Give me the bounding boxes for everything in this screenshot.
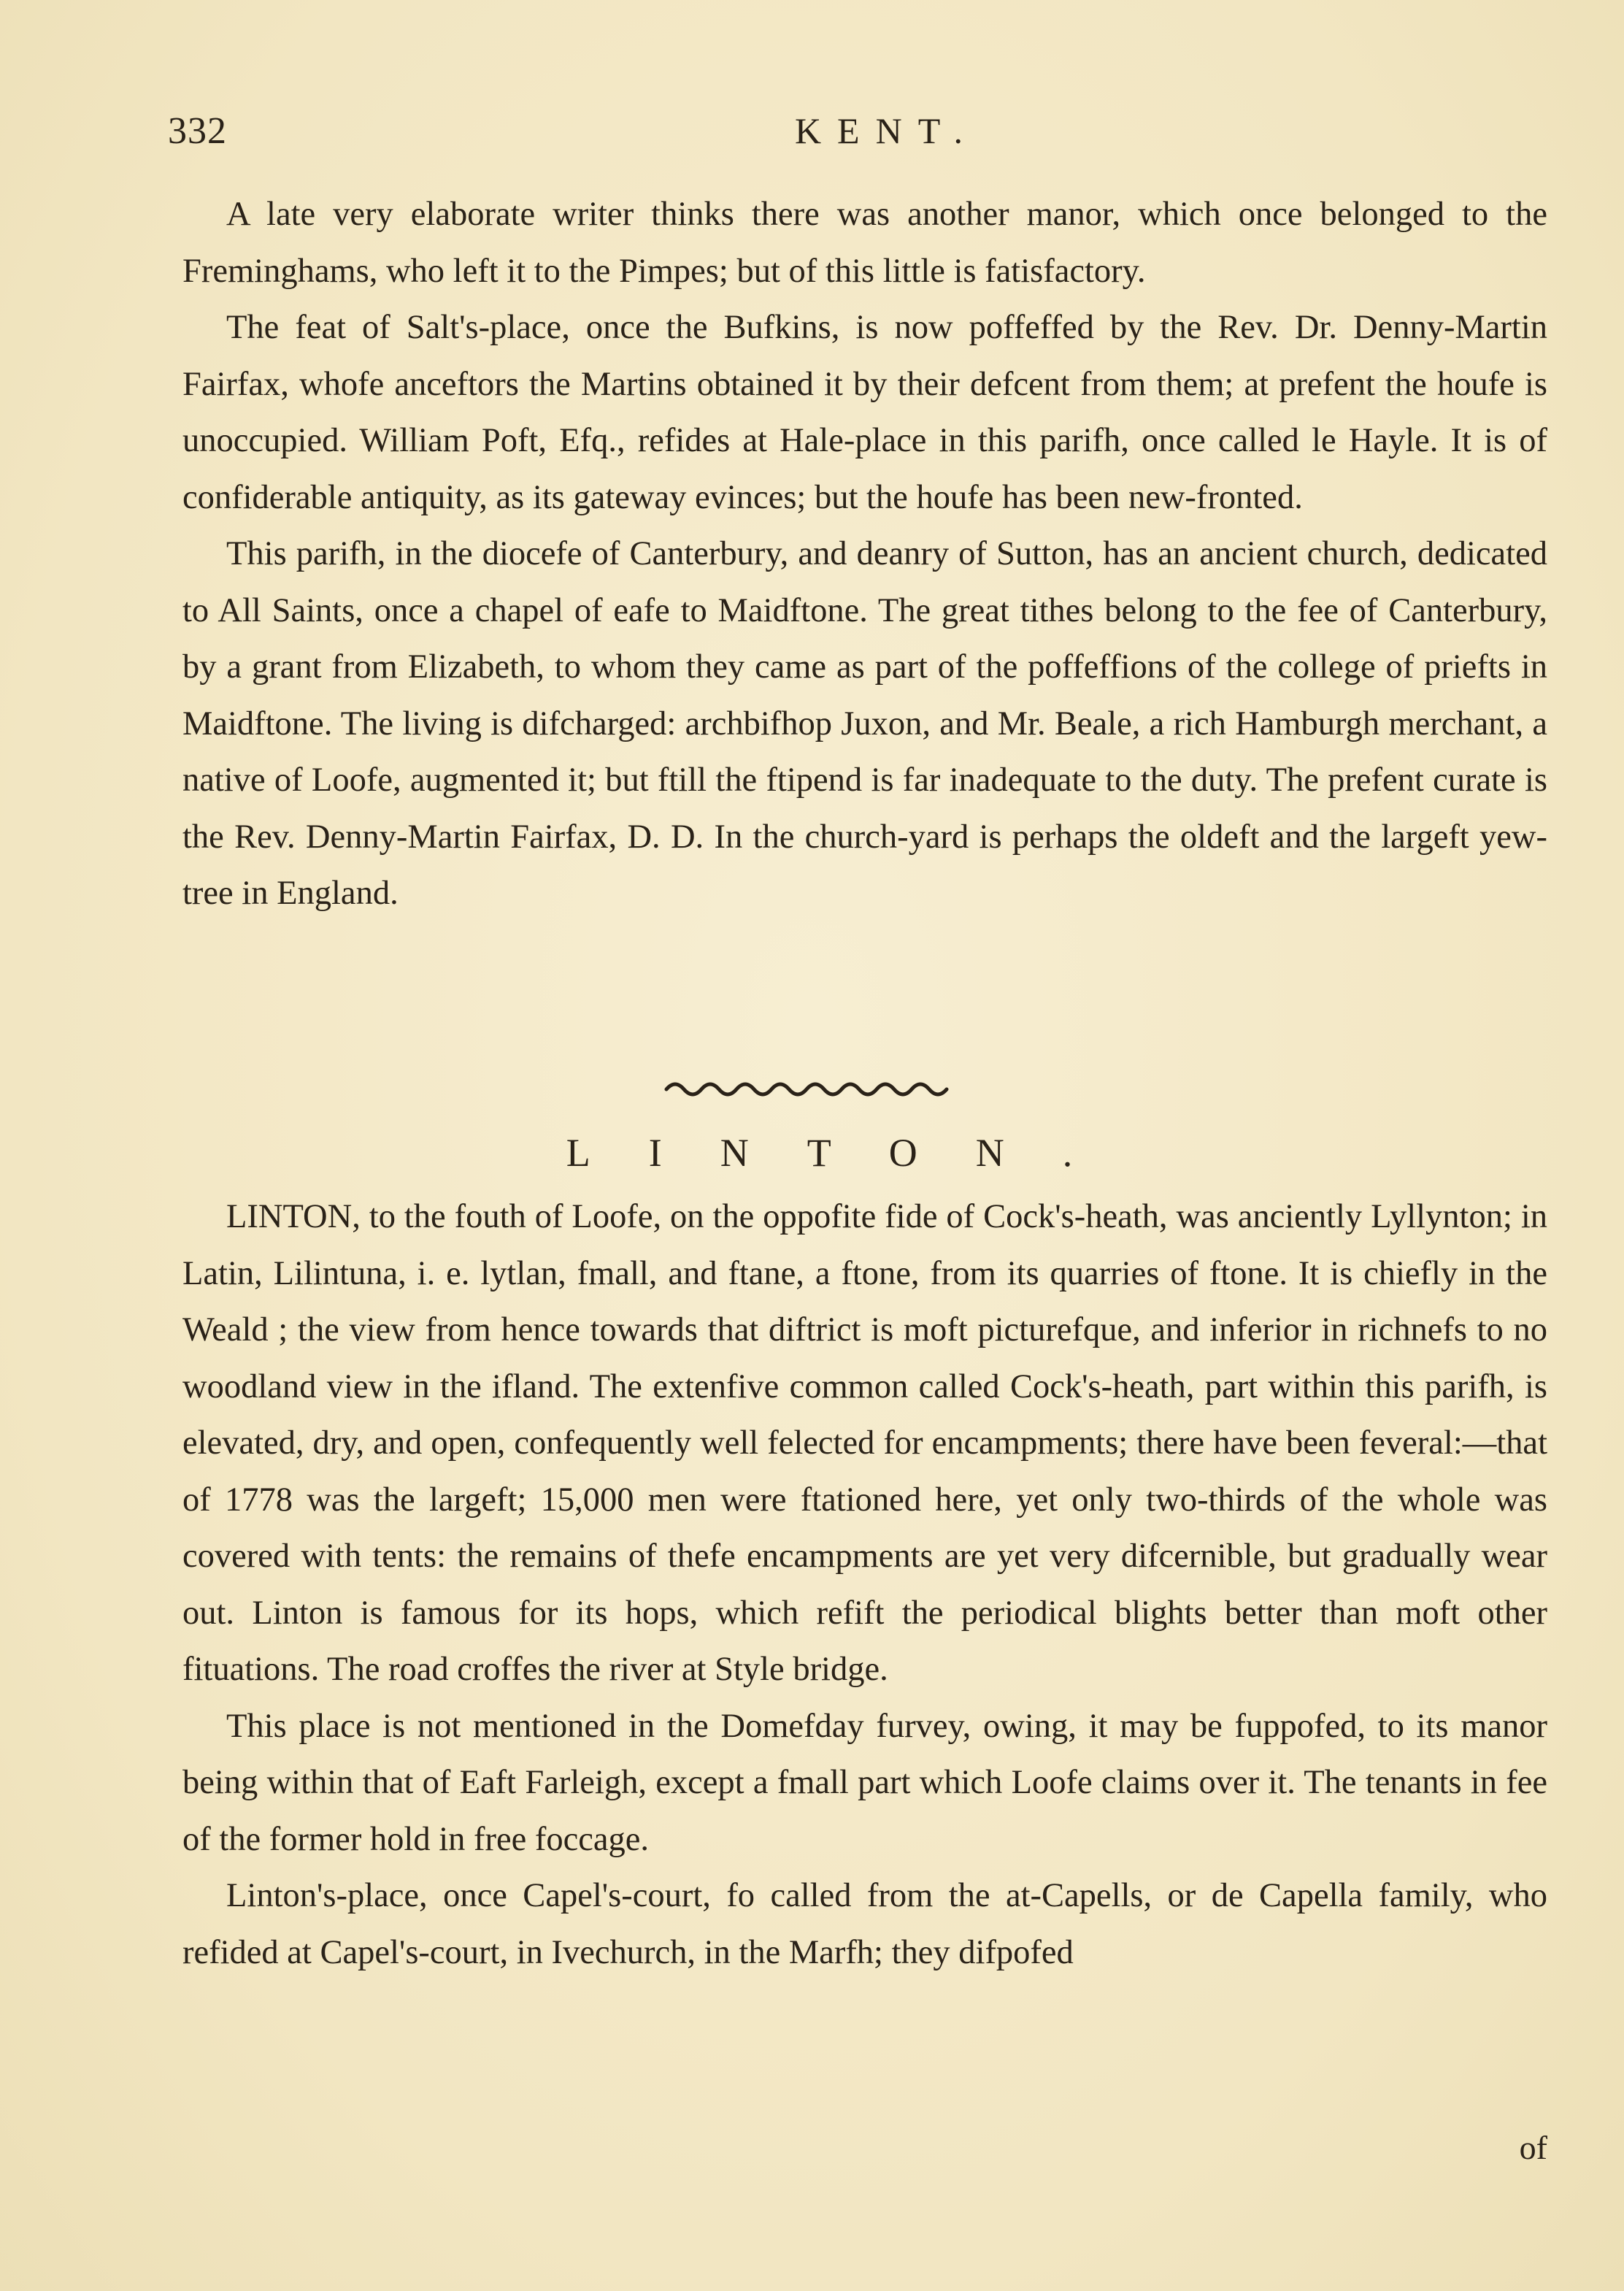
wave-ornament-icon <box>659 1076 966 1098</box>
paragraph: A late very elaborate writer thinks there was another manor, which once belonged to the Freminghams, who left it to the Pimpes; but of this little is fatisfactory. <box>182 196 1547 290</box>
running-head: KENT. <box>794 110 980 151</box>
paragraph: Linton's-place, once Capel's-court, fo called from the at-Capells, or de Capella family, who refided at Capel's-court, in Ivechurch, in the Marfh; they difpofed <box>182 1877 1547 1971</box>
section-ornament <box>0 1076 1624 1105</box>
text-block-bottom <box>182 1189 1547 1981</box>
paragraph: This parifh, in the diocefe of Canterbury, and deanry of Sutton, has an ancient church, dedicated to All Saints, once a chapel of eafe to Maidftone. The great tithes belong to the fee of Canterbury, by a grant from Elizabeth, to whom they came as part of the poffeffions of the college of priefts in Maidftone. The living is difcharged: archbifhop Juxon, and Mr. Beale, a rich Hamburgh merchant, a native of Loofe, augmented it; but ftill the ftipend is far inadequate to the duty. The prefent curate is the Rev. Denny-Martin Fairfax, D. D. In the church-yard is perhaps the oldeft and the largeft yew-tree in England. <box>182 535 1547 912</box>
paragraph: This place is not mentioned in the Domefday furvey, owing, it may be fuppofed, to its manor being within that of Eaft Farleigh, except a fmall part which Loofe claims over it. The tenants in fee of the former hold in free foccage. <box>182 1707 1547 1858</box>
paragraph: The feat of Salt's-place, once the Bufkins, is now poffeffed by the Rev. Dr. Denny-Martin Fairfax, whofe anceftors the Martins obtained it by their defcent from them; at prefent the houfe is unoccupied. William Poft, Efq., refides at Hale-place in this parifh, once called le Hayle. It is of confiderable antiquity, as its gateway evinces; but the houfe has been new-fronted. <box>182 309 1547 516</box>
paragraph: LINTON, to the fouth of Loofe, on the oppofite fide of Cock's-heath, was anciently Lyllynton; in Latin, Lilintuna, i. e. lytlan, fmall, and ftane, a ftone, from its quarries of ftone. It is chiefly in the Weald ; the view from hence towards that diftrict is moft picturefque, and inferior in richnefs to no woodland view in the ifland. The extenfive common called Cock's-heath, part within this parifh, is elevated, dry, and open, confequently well felected for encampments; there have been feveral:—that of 1778 was the largeft; 15,000 men were ftationed here, yet only two-thirds of the whole was covered with tents: the remains of thefe encampments are yet very difcernible, but gradually wear out. Linton is famous for its hops, which refift the periodical blights better than moft other fituations. The road croffes the river at Style bridge. <box>182 1198 1547 1688</box>
page-number: 332 <box>168 110 227 152</box>
catchword: of <box>1519 2129 1547 2166</box>
section-title: LINTON. <box>566 1131 1131 1175</box>
page-header <box>168 110 1540 168</box>
text-block-top <box>182 186 1547 922</box>
